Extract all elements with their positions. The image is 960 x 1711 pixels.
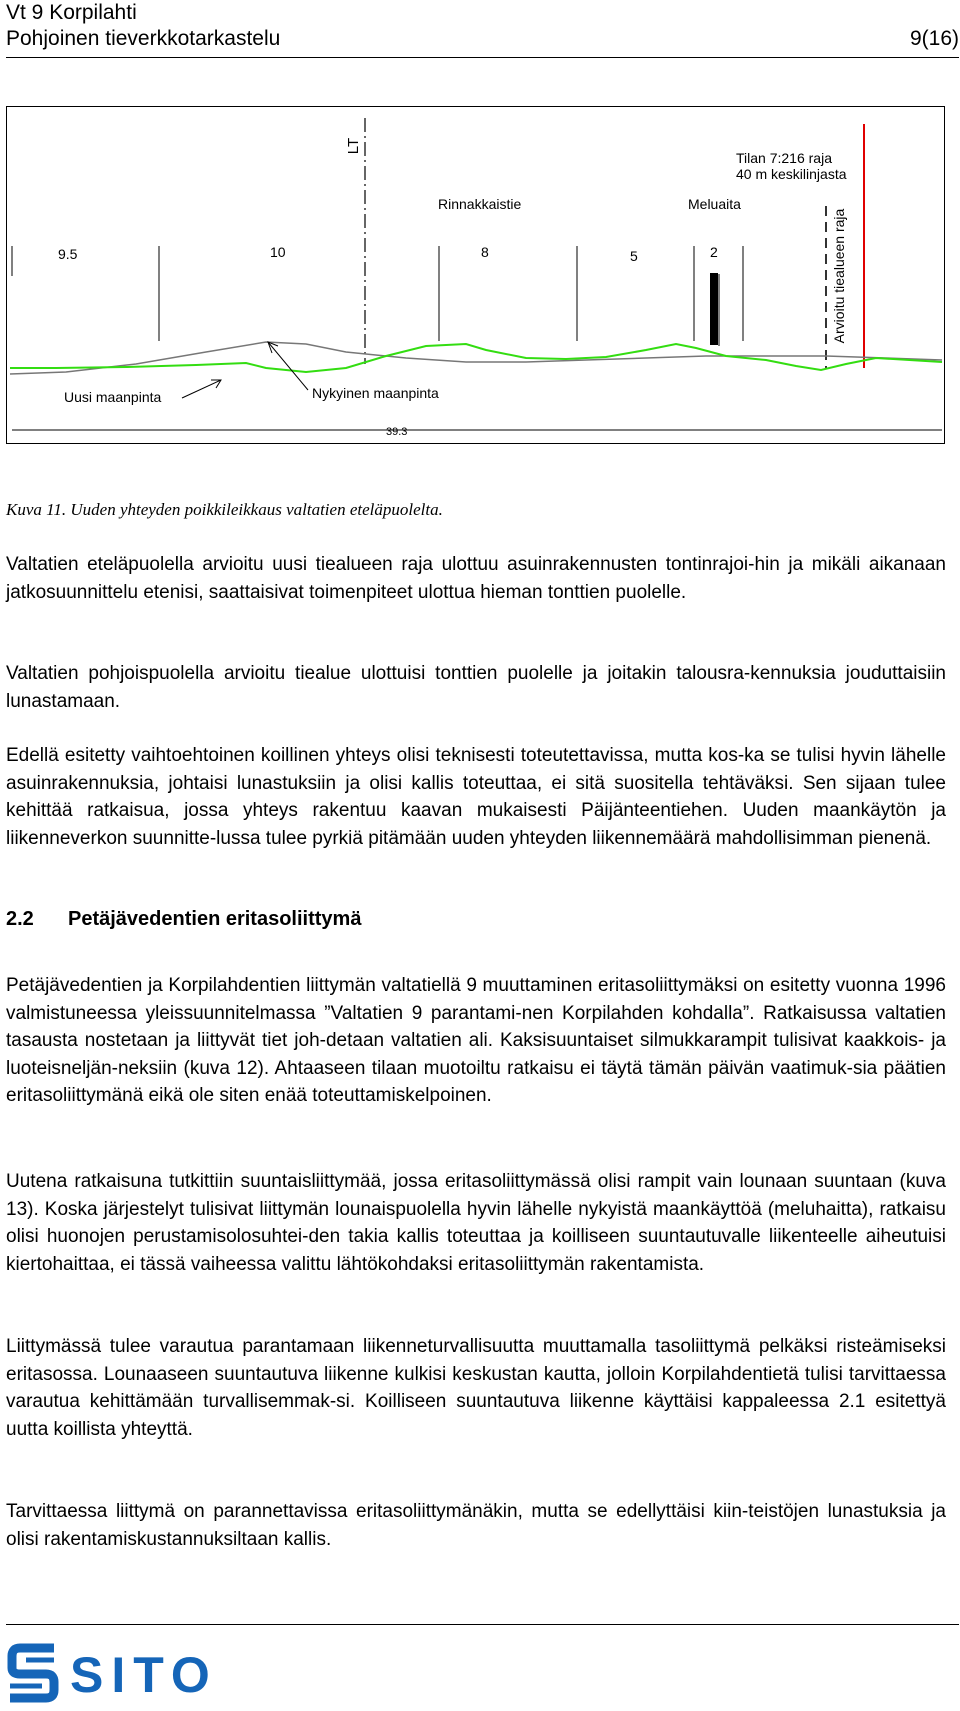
page-number: 9(16) (909, 27, 959, 50)
tila-label-1: Tilan 7:216 raja (736, 150, 832, 166)
page-header (6, 0, 959, 58)
section-title: Petäjävedentien eritasoliittymä (68, 908, 362, 930)
header-divider (6, 57, 959, 58)
dim-2: 2 (710, 244, 718, 260)
report-title: Pohjoinen tieverkkotarkastelu (6, 27, 281, 50)
figure-caption: Kuva 11. Uuden yhteyden poikkileikkaus valtatien eteläpuolelta. (6, 500, 443, 519)
paragraph: Valtatien eteläpuolella arvioitu uusi tiealueen raja ulottuu asuinrakennusten tontinrajoi-hin ja mikäli aikanaan jatkosuunnittelu etenisi, saattaisivat toimenpiteet ulottua hieman tonttien puolelle. (6, 554, 946, 603)
section-heading (6, 906, 361, 932)
project-title: Vt 9 Korpilahti (6, 1, 137, 24)
uusi-maanpinta-label: Uusi maanpinta (64, 389, 162, 405)
tila-label-2: 40 m keskilinjasta (736, 166, 847, 182)
dim-10: 10 (270, 244, 286, 260)
arvioitu-label: Arvioitu tiealueen raja (831, 208, 847, 344)
paragraph: Uutena ratkaisuna tutkittiin suuntaisliittymää, jossa eritasoliittymässä olisi rampit vain lounaan suuntaan (kuva 13). Koska järjestelyt tulisivat liittymän lounaispuolella hyvin lähelle nykyistä maankäyttöä (meluhaitta), ratkaisu olisi huonojen perustamisolosuhtei-den takia kallis toteuttaa ja koilliseen suuntautuvalle liikenteelle aiheutuisi kiertohaittaa, ei tässä vaiheessa valittu lähtökohdaksi eritasoliittymän rakentamista. (6, 1171, 946, 1275)
footer-divider (6, 1624, 959, 1625)
meluaita-label: Meluaita (688, 196, 741, 212)
paragraph: Edellä esitetty vaihtoehtoinen koillinen yhteys olisi teknisesti toteutettavissa, mutta kos-ka se tulisi hyvin lähelle asuinrakennuksia, johtaisi lunastuksiin ja olisi kallis toteuttaa, ei sitä suositella tehtäväksi. Sen sijaan tulee kehittää ratkaisua, jossa yhteys rakentuu kaavan mukaisesti Päijänteentiehen. Uuden maankäytön ja liikenneverkon suunnitte-lussa tulee pyrkiä pitämään uuden yhteyden liikennemäärä mahdollisimman pienenä. (6, 745, 946, 849)
sito-logo (6, 1640, 266, 1704)
section-number: 2.2 (6, 908, 34, 930)
paragraph: Tarvittaessa liittymä on parannettavissa eritasoliittymänäkin, mutta se edellyttäisi kiin-teistöjen lunastuksia ja olisi rakentamiskustannuksiltaan kallis. (6, 1501, 946, 1550)
dim-8: 8 (481, 244, 489, 260)
paragraph: Liittymässä tulee varautua parantamaan liikenneturvallisuutta muuttamalla tasoliittymä pelkäksi risteämiseksi eritasossa. Lounaaseen suuntautuva liikenne kulkisi keskustan kautta, jolloin Korpilahdentietä tulisi tarvittaessa varautua kehittämään turvallisemmak-si. Koilliseen suuntautuva liikenne käyttäisi kappaleessa 2.1 esitettyä uutta koillista yhteyttä. (6, 1336, 946, 1440)
paragraph: Valtatien pohjoispuolella arvioitu tiealue ulottuisi tonttien puolelle ja joitakin talousra-kennuksia jouduttaisiin lunastamaan. (6, 663, 946, 712)
total-dimension: 39.3 (386, 426, 408, 438)
cross-section-figure (6, 106, 946, 484)
rinnakkaistie-label: Rinnakkaistie (438, 196, 522, 212)
noise-barrier (710, 273, 719, 346)
logo-text: SITO (70, 1647, 218, 1703)
dim-5: 5 (630, 248, 638, 264)
lt-label: LT (345, 137, 362, 155)
dim-9-5: 9.5 (58, 246, 78, 262)
nykyinen-maanpinta-label: Nykyinen maanpinta (312, 385, 439, 401)
paragraph: Petäjävedentien ja Korpilahdentien liittymän valtatiellä 9 muuttaminen eritasoliittymäksi on esitetty vuonna 1996 valmistuneessa yleissuunnitelmassa ”Valtatien 9 parantami-nen Korpilahden kohdalla”. Ratkaisussa valtatien tasausta nostetaan ja liittyvät tiet joh-detaan valtatien ali. Kaksisuuntaiset silmukkarampit tulisivat kaakkois- ja luoteisneljän-neksiin (kuva 12). Ahtaaseen tilaan muotoiltu ratkaisu ei täytä tämän päivän vaatimuk-sia päätien eritasoliittymänä eikä ole siten enää toteuttamiskelpoinen. (6, 975, 946, 1107)
